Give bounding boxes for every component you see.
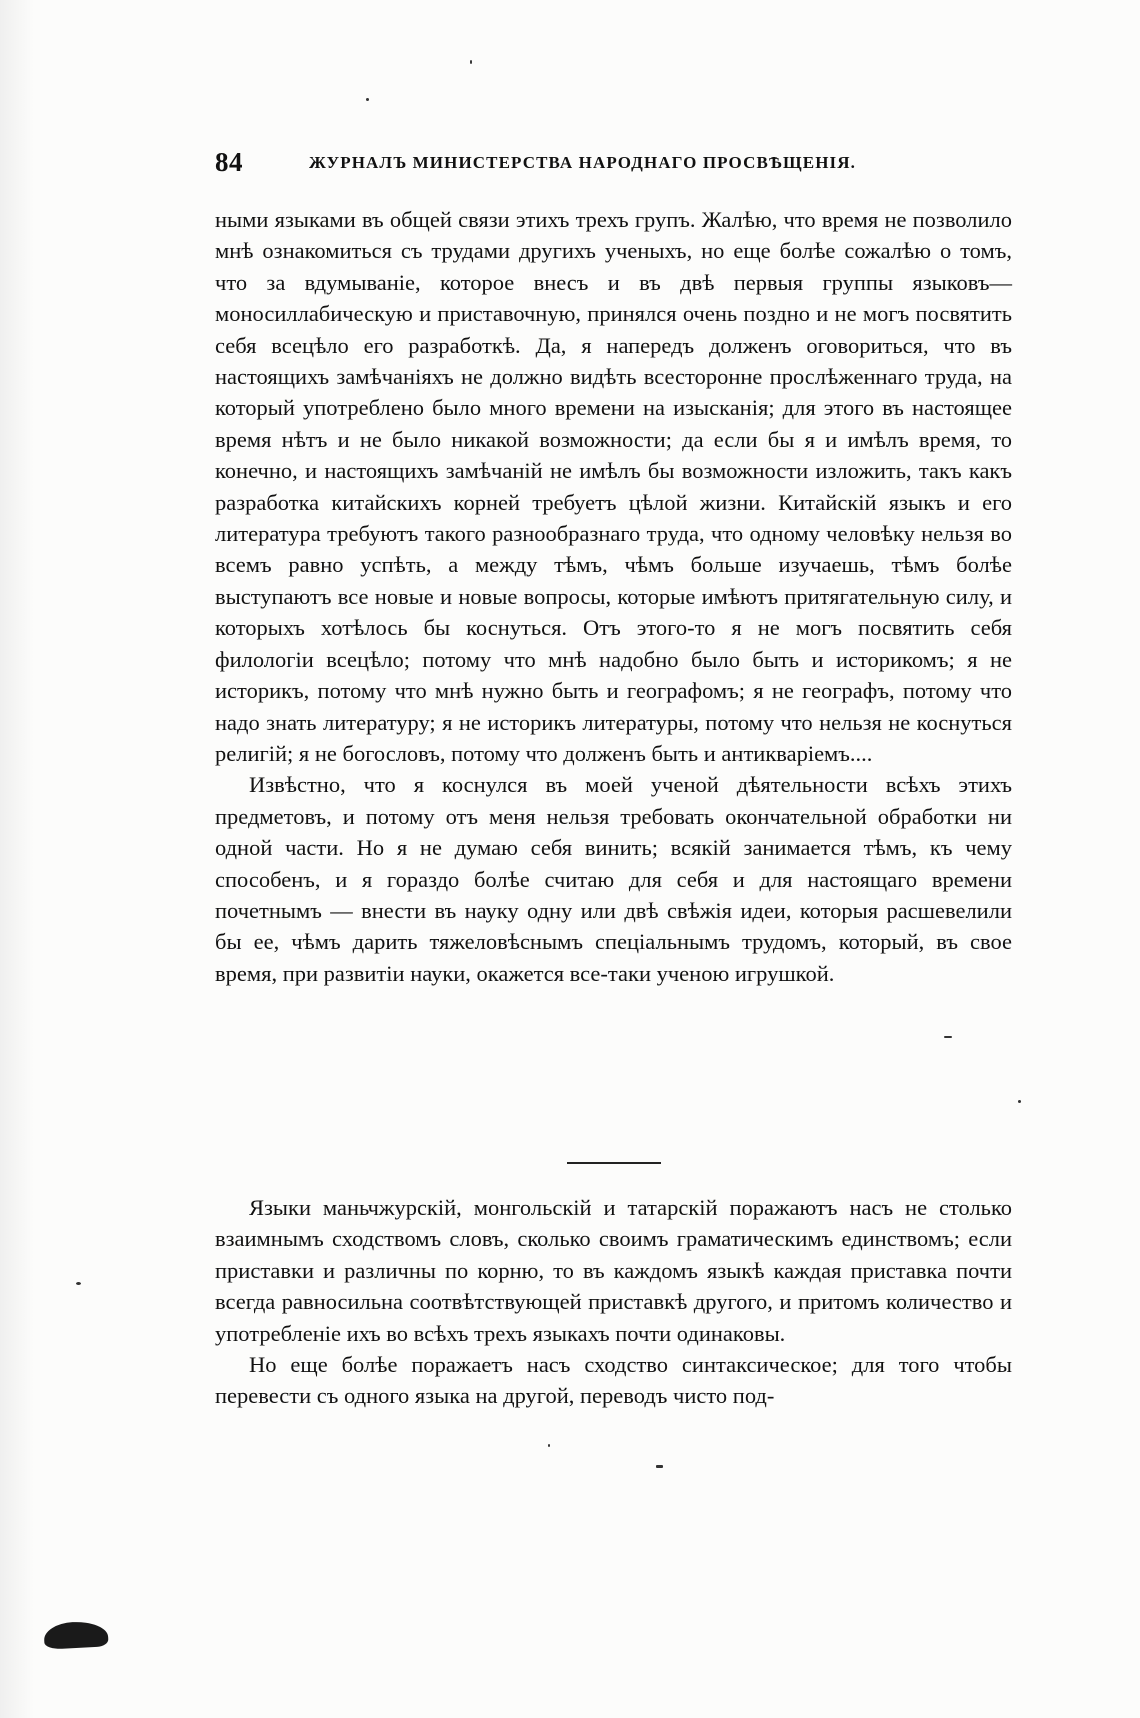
scan-speck bbox=[470, 60, 472, 64]
scan-speck bbox=[944, 1036, 952, 1038]
scan-speck bbox=[76, 1282, 81, 1285]
paragraph: Извѣстно, что я коснулся въ моей ученой дѣятельности всѣхъ этихъ предметовъ, и потому отъ меня нельзя требовать окончательной обработки ни одной части. Но я не думаю себя винить; всякій занимается тѣмъ, къ чему способенъ, и я гораздо болѣе считаю для себя и для настоящаго времени почетнымъ — внести въ науку одну или двѣ свѣжія идеи, которыя расшевелили бы ее, чѣмъ дарить тяжеловѣснымъ спеціальнымъ трудомъ, который, въ свое время, при развитіи науки, окажется все-таки ученою игрушкой. bbox=[215, 772, 1012, 986]
section-separator-rule bbox=[567, 1162, 661, 1164]
ink-blot bbox=[43, 1620, 108, 1649]
scan-speck bbox=[656, 1465, 663, 1468]
paragraph: ными языками въ общей связи этихъ трехъ групъ. Жалѣю, что время не позволило мнѣ ознакомиться съ трудами другихъ ученыхъ, но еще болѣе сожалѣю о томъ, что за вдумываніе, которое внесъ и въ двѣ первыя группы языковъ—моносиллабическую и приставочную, принялся очень поздно и не могъ посвятить себя всецѣло его разработкѣ. Да, я напередъ долженъ оговориться, что въ настоящихъ замѣчаніяхъ не должно видѣть всесторонне прослѣженнаго труда, на который употреблено было много времени на изысканія; для этого въ настоящее время нѣтъ и не было никакой возможности; да если бы я и имѣлъ время, то конечно, и настоящихъ замѣчаній не имѣлъ бы возможности изложить, такъ какъ разработка китайскихъ корней требуетъ цѣлой жизни. Китайскій языкъ и его литература требуютъ такого разнообразнаго труда, что одному человѣку нельзя во всемъ равно успѣть, а между тѣмъ, чѣмъ больше изучаешь, тѣмъ болѣе выступаютъ все новые и новые вопросы, которые имѣютъ притягательную силу, и которыхъ хотѣлось бы коснуться. Отъ этого-то я не могъ посвятить себя филологіи всецѣло; потому что мнѣ надобно было быть и историкомъ; я не историкъ, потому что мнѣ нужно быть и географомъ; я не географъ, потому что надо знать литературу; я не историкъ литературы, потому что нельзя не коснуться религій; я не богословъ, потому что долженъ быть и антикваріемъ.... bbox=[215, 207, 1012, 766]
paragraph: Языки маньчжурскій, монгольскій и татарскій поражаютъ насъ не столько взаимнымъ сходствомъ словъ, сколько своимъ граматическимъ единствомъ; если приставки и различны по корню, то въ каждомъ языкѣ каждая приставка почти всегда равносильна соотвѣтствующей приставкѣ другого, и притомъ количество и употребленіе ихъ во всѣхъ трехъ языкахъ почти одинаковы. bbox=[215, 1195, 1012, 1346]
scan-speck bbox=[366, 98, 369, 101]
scan-speck bbox=[1018, 1100, 1021, 1103]
paragraph: Но еще болѣе поражаетъ насъ сходство синтаксическое; для того чтобы перевести съ одного языка на другой, переводъ чисто под- bbox=[215, 1352, 1012, 1409]
page-edge-shadow bbox=[0, 0, 34, 1718]
body-text-section-1 bbox=[215, 204, 1012, 989]
body-text-section-2 bbox=[215, 1192, 1012, 1412]
page-header bbox=[215, 147, 935, 183]
page-number: 84 bbox=[215, 147, 243, 177]
scan-speck bbox=[548, 1444, 550, 1447]
running-title: ЖУРНАЛЪ МИНИСТЕРСТВА НАРОДНАГО ПРОСВѢЩЕНІЯ. bbox=[309, 153, 856, 172]
